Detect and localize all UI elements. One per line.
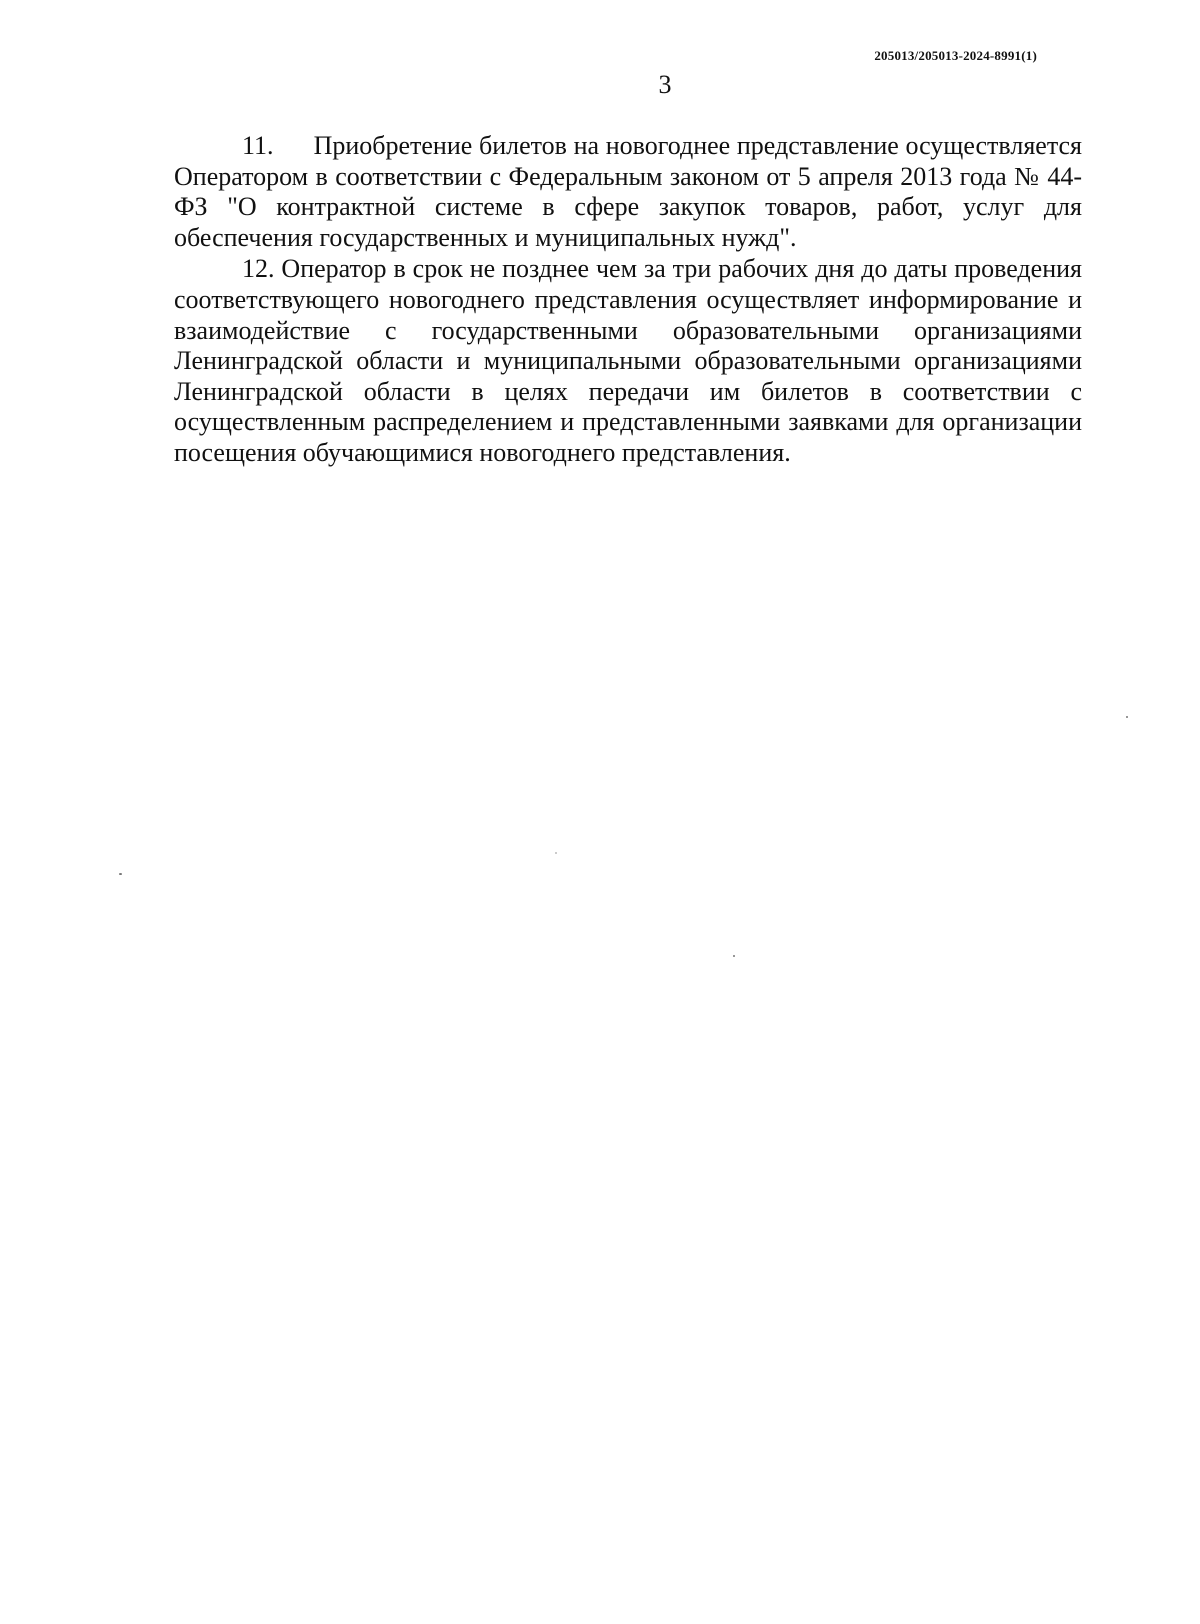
paragraph-11 [174,131,1082,253]
paragraph-text: Оператор в срок не позднее чем за три рабочих дня до даты проведения соответствующего новогоднего представления осуществляет информирование и взаимодействие с государственными образовательными организациями Ленинградской области и муниципальными образовательными организациями Ленинградской области в целях передачи им билетов в соответствии с осуществленным распределением и представленными заявками для организации посещения обучающимися новогоднего представления. [174,254,1082,467]
paragraph-number: 12. [242,254,275,284]
paragraph-12 [174,254,1082,468]
scan-speck [733,955,735,957]
paragraph-number: 11. [242,131,274,160]
paragraph-11-gap [274,131,314,160]
scan-speck [119,873,122,875]
document-id: 205013/205013-2024-8991(1) [874,48,1037,63]
paragraph-text: Приобретение билетов на новогоднее представление осуществляется Оператором в соответствии с Федеральным законом от 5 апреля 2013 года № 44-ФЗ "О контрактной системе в сфере закупок товаров, работ, услуг для обеспечения государственных и муниципальных нужд". [174,131,1082,252]
page-number: 3 [658,70,672,99]
document-body [174,131,1082,470]
scan-speck [555,852,557,854]
scan-speck [1126,716,1128,718]
